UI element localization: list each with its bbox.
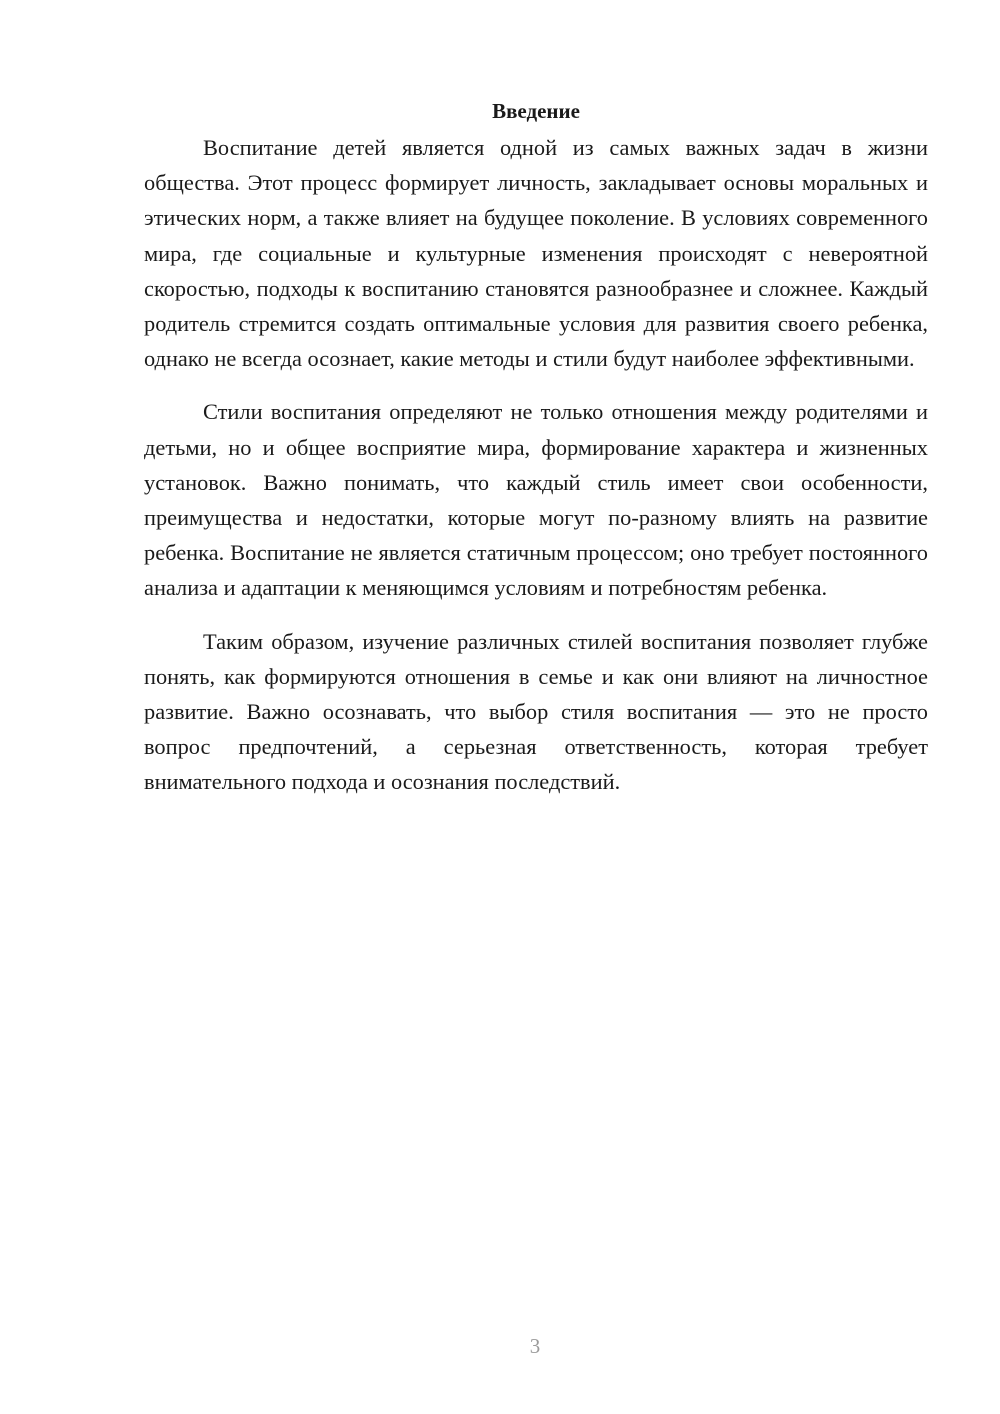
page-content	[144, 94, 928, 818]
paragraph-3: Таким образом, изучение различных стилей воспитания позволяет глубже понять, как формируются отношения в семье и как они влияют на личностное развитие. Важно осознавать, что выбор стиля воспитания — это не просто вопрос предпочтений, а серьезная ответственность, которая требует внимательного подхода и осознания последствий.	[144, 628, 928, 795]
page-number: 3	[529, 1334, 541, 1358]
paragraph-2: Стили воспитания определяют не только отношения между родителями и детьми, но и общее восприятие мира, формирование характера и жизненных установок. Важно понимать, что каждый стиль имеет свои особенности, преимущества и недостатки, которые могут по-разному влиять на развитие ребенка. Воспитание не является статичным процессом; оно требует постоянного анализа и адаптации к меняющимся условиям и потребностям ребенка.	[144, 399, 928, 601]
paragraph-1: Воспитание детей является одной из самых важных задач в жизни общества. Этот процесс формирует личность, закладывает основы моральных и этических норм, а также влияет на будущее поколение. В условиях современного мира, где социальные и культурные изменения происходят с невероятной скоростью, подходы к воспитанию становятся разнообразнее и сложнее. Каждый родитель стремится создать оптимальные условия для развития своего ребенка, однако не всегда осознает, какие методы и стили будут наиболее эффективными.	[144, 135, 928, 372]
section-heading: Введение	[492, 99, 580, 123]
